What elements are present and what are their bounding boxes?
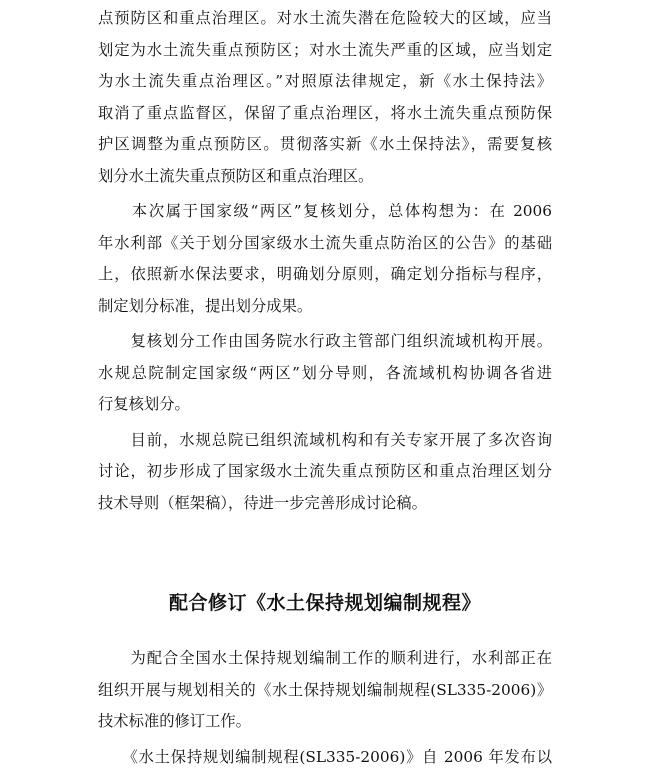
paragraph-revision-intro — [98, 643, 552, 738]
text-line: 讨论，初步形成了国家级水土流失重点预防区和重点治理区划分 — [98, 462, 552, 480]
text-line: 行复核划分。 — [98, 395, 190, 413]
paragraph-organization — [98, 326, 552, 421]
text-line: 技术标准的修订工作。 — [98, 712, 251, 730]
text-line: 取消了重点监督区，保留了重点治理区，将水土流失重点预防保 — [98, 103, 552, 122]
text-line: 本次属于国家级“两区”复核划分，总体构想为：在 2006 — [98, 202, 552, 220]
text-line: 护区调整为重点预防区。贯彻落实新《水土保持法》，需要复核 — [98, 135, 552, 153]
text-line: 划分水土流失重点预防区和重点治理区。 — [98, 166, 374, 185]
text-line: 水规总院制定国家级“两区”划分导则，各流域机构协调各省进 — [98, 363, 552, 382]
paragraph-regulation-history — [98, 742, 552, 774]
text-line: 组织开展与规划相关的《水土保持规划编制规程(SL335-2006)》 — [98, 680, 552, 699]
text-line: 复核划分工作由国务院水行政主管部门组织流域机构开展。 — [98, 332, 552, 350]
text-line: 制定划分标准，提出划分成果。 — [98, 296, 313, 315]
text-line: 技术导则（框架稿），待进一步完善形成讨论稿。 — [98, 493, 427, 512]
section-heading: 配合修订《水土保持规划编制规程》 — [168, 592, 481, 614]
text-line: 上，依照新水保法要求，明确划分原则，确定划分指标与程序， — [98, 265, 552, 283]
document-page — [98, 0, 552, 773]
text-line: 为水土流失重点治理区。”对照原法律规定，新《水土保持法》 — [98, 72, 552, 90]
text-line: 点预防区和重点治理区。对水土流失潜在危险较大的区域，应当 — [98, 9, 552, 27]
paragraph-special-zones-definition — [98, 3, 552, 192]
text-line: 年水利部《关于划分国家级水土流失重点防治区的公告》的基础 — [98, 233, 552, 252]
text-line: 目前，水规总院已组织流域机构和有关专家开展了多次咨询 — [98, 430, 552, 449]
text-line: 《水土保持规划编制规程(SL335-2006)》自 2006 年发布以 — [98, 747, 552, 766]
paragraph-current-progress — [98, 425, 552, 520]
paragraph-overall-concept — [98, 196, 552, 322]
text-line: 为配合全国水土保持规划编制工作的顺利进行，水利部正在 — [98, 649, 552, 667]
text-line: 划定为水土流失重点预防区；对水土流失严重的区域，应当划定 — [98, 40, 552, 59]
